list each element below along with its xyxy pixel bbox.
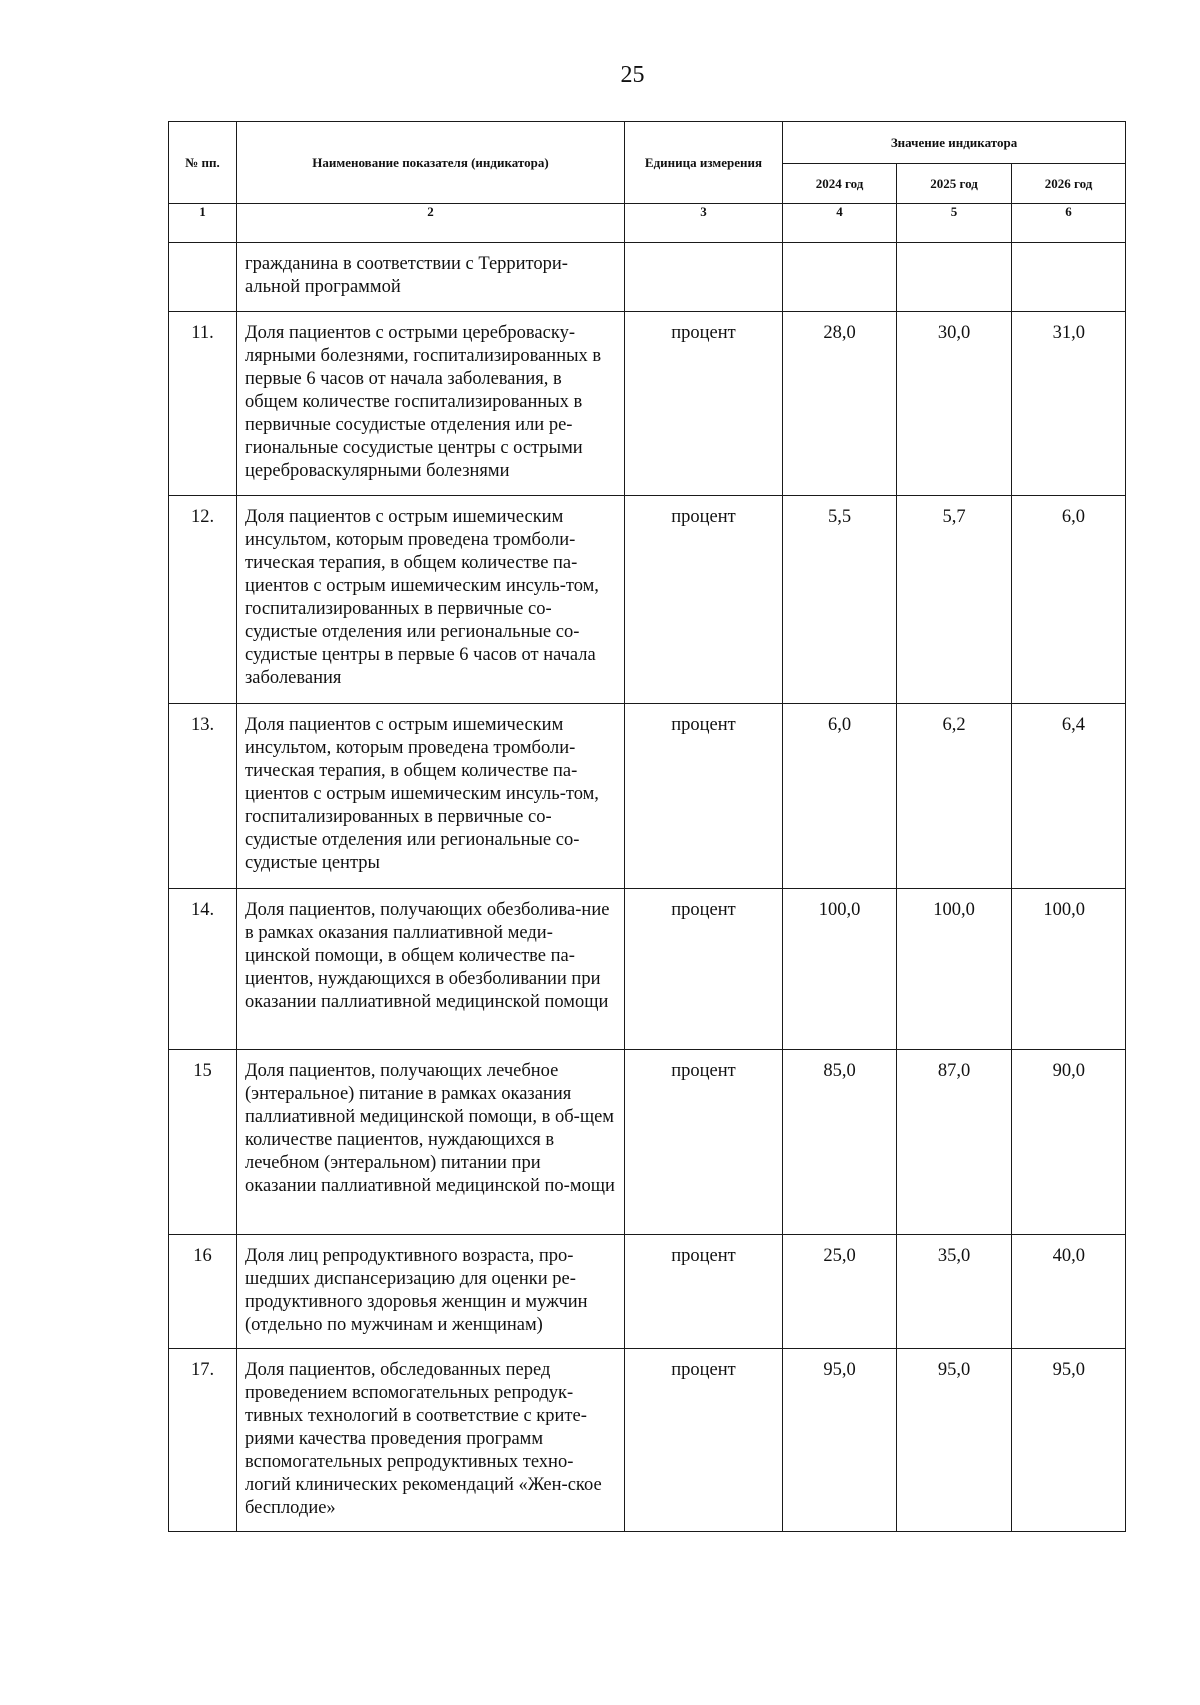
- row-number: 12.: [169, 496, 237, 704]
- value-2025: 100,0: [897, 889, 1012, 1050]
- value-2025: 87,0: [897, 1050, 1012, 1235]
- indicator-unit: процент: [625, 1349, 783, 1532]
- table-row: [169, 1235, 1126, 1349]
- header-value-group: Значение индикатора: [783, 122, 1126, 164]
- header-unit: Единица измерения: [625, 122, 783, 204]
- value-2025: 30,0: [897, 312, 1012, 496]
- value-2026: 31,0: [1012, 312, 1126, 496]
- indicator-unit: процент: [625, 1235, 783, 1349]
- value-2026: 6,0: [1012, 496, 1126, 704]
- column-number: 6: [1012, 204, 1126, 243]
- table-row: [169, 889, 1126, 1050]
- indicator-name: Доля пациентов с острым ишемическим инсультом, которым проведена тромболи-тическая терапия, в общем количестве па-циентов с острым ишемическим инсуль-том, госпитализированных в первичные со-судистые отделения или региональные со-судистые центры: [237, 704, 625, 889]
- header-num: № пп.: [169, 122, 237, 204]
- header-name: Наименование показателя (индикатора): [237, 122, 625, 204]
- indicator-name: Доля пациентов, получающих лечебное (энтеральное) питание в рамках оказания паллиативной медицинской помощи, в об-щем количестве пациентов, нуждающихся в лечебном (энтеральном) питании при оказании паллиативной медицинской по-мощи: [237, 1050, 625, 1235]
- indicator-name: гражданина в соответствии с Территори-альной программой: [237, 243, 625, 312]
- row-number: 15: [169, 1050, 237, 1235]
- value-2025: 35,0: [897, 1235, 1012, 1349]
- table-row: [169, 1050, 1126, 1235]
- value-2024: 28,0: [783, 312, 897, 496]
- indicator-name: Доля пациентов, получающих обезболива-ние в рамках оказания паллиативной меди-цинской помощи, в общем количестве па-циентов, нуждающихся в обезболивании при оказании паллиативной медицинской помощи: [237, 889, 625, 1050]
- table-row: [169, 1349, 1126, 1532]
- indicator-unit: процент: [625, 889, 783, 1050]
- row-number: 17.: [169, 1349, 237, 1532]
- value-2024: [783, 243, 897, 312]
- value-2024: 5,5: [783, 496, 897, 704]
- column-number: 5: [897, 204, 1012, 243]
- value-2026: 90,0: [1012, 1050, 1126, 1235]
- indicator-name: Доля пациентов с острыми цереброваску-лярными болезнями, госпитализированных в первые 6 часов от начала заболевания, в общем количестве госпитализированных в первичные сосудистые отделения или ре-гиональные сосудистые центры с острыми цереброваскулярными болезнями: [237, 312, 625, 496]
- indicator-unit: процент: [625, 1050, 783, 1235]
- value-2026: 100,0: [1012, 889, 1126, 1050]
- indicator-unit: процент: [625, 312, 783, 496]
- header-year-2026: 2026 год: [1012, 164, 1126, 204]
- column-number: 4: [783, 204, 897, 243]
- value-2025: [897, 243, 1012, 312]
- row-number: 13.: [169, 704, 237, 889]
- indicator-unit: [625, 243, 783, 312]
- value-2024: 95,0: [783, 1349, 897, 1532]
- indicator-name: Доля пациентов, обследованных перед проведением вспомогательных репродук-тивных технологий в соответствие с крите-риями качества проведения программ вспомогательных репродуктивных техно-логий клинических рекомендаций «Жен-ское бесплодие»: [237, 1349, 625, 1532]
- row-number: 16: [169, 1235, 237, 1349]
- table-row: [169, 312, 1126, 496]
- indicator-unit: процент: [625, 496, 783, 704]
- table-row: [169, 704, 1126, 889]
- column-number: 1: [169, 204, 237, 243]
- value-2025: 6,2: [897, 704, 1012, 889]
- indicators-table: [168, 121, 1126, 1532]
- row-number: 11.: [169, 312, 237, 496]
- indicator-name: Доля пациентов с острым ишемическим инсультом, которым проведена тромболи-тическая терапия, в общем количестве па-циентов с острым ишемическим инсуль-том, госпитализированных в первичные со-судистые отделения или региональные со-судистые центры в первые 6 часов от начала заболевания: [237, 496, 625, 704]
- table-row: [169, 243, 1126, 312]
- value-2024: 100,0: [783, 889, 897, 1050]
- page-number: 25: [620, 62, 645, 88]
- value-2025: 95,0: [897, 1349, 1012, 1532]
- value-2026: 40,0: [1012, 1235, 1126, 1349]
- value-2025: 5,7: [897, 496, 1012, 704]
- value-2024: 6,0: [783, 704, 897, 889]
- value-2024: 85,0: [783, 1050, 897, 1235]
- value-2026: 6,4: [1012, 704, 1126, 889]
- column-number-row: [169, 204, 1126, 243]
- value-2026: 95,0: [1012, 1349, 1126, 1532]
- column-number: 2: [237, 204, 625, 243]
- column-number: 3: [625, 204, 783, 243]
- row-number: [169, 243, 237, 312]
- value-2024: 25,0: [783, 1235, 897, 1349]
- header-year-2025: 2025 год: [897, 164, 1012, 204]
- indicator-unit: процент: [625, 704, 783, 889]
- table-row: [169, 496, 1126, 704]
- row-number: 14.: [169, 889, 237, 1050]
- indicator-name: Доля лиц репродуктивного возраста, про-шедших диспансеризацию для оценки ре-продуктивного здоровья женщин и мужчин (отдельно по мужчинам и женщинам): [237, 1235, 625, 1349]
- header-year-2024: 2024 год: [783, 164, 897, 204]
- value-2026: [1012, 243, 1126, 312]
